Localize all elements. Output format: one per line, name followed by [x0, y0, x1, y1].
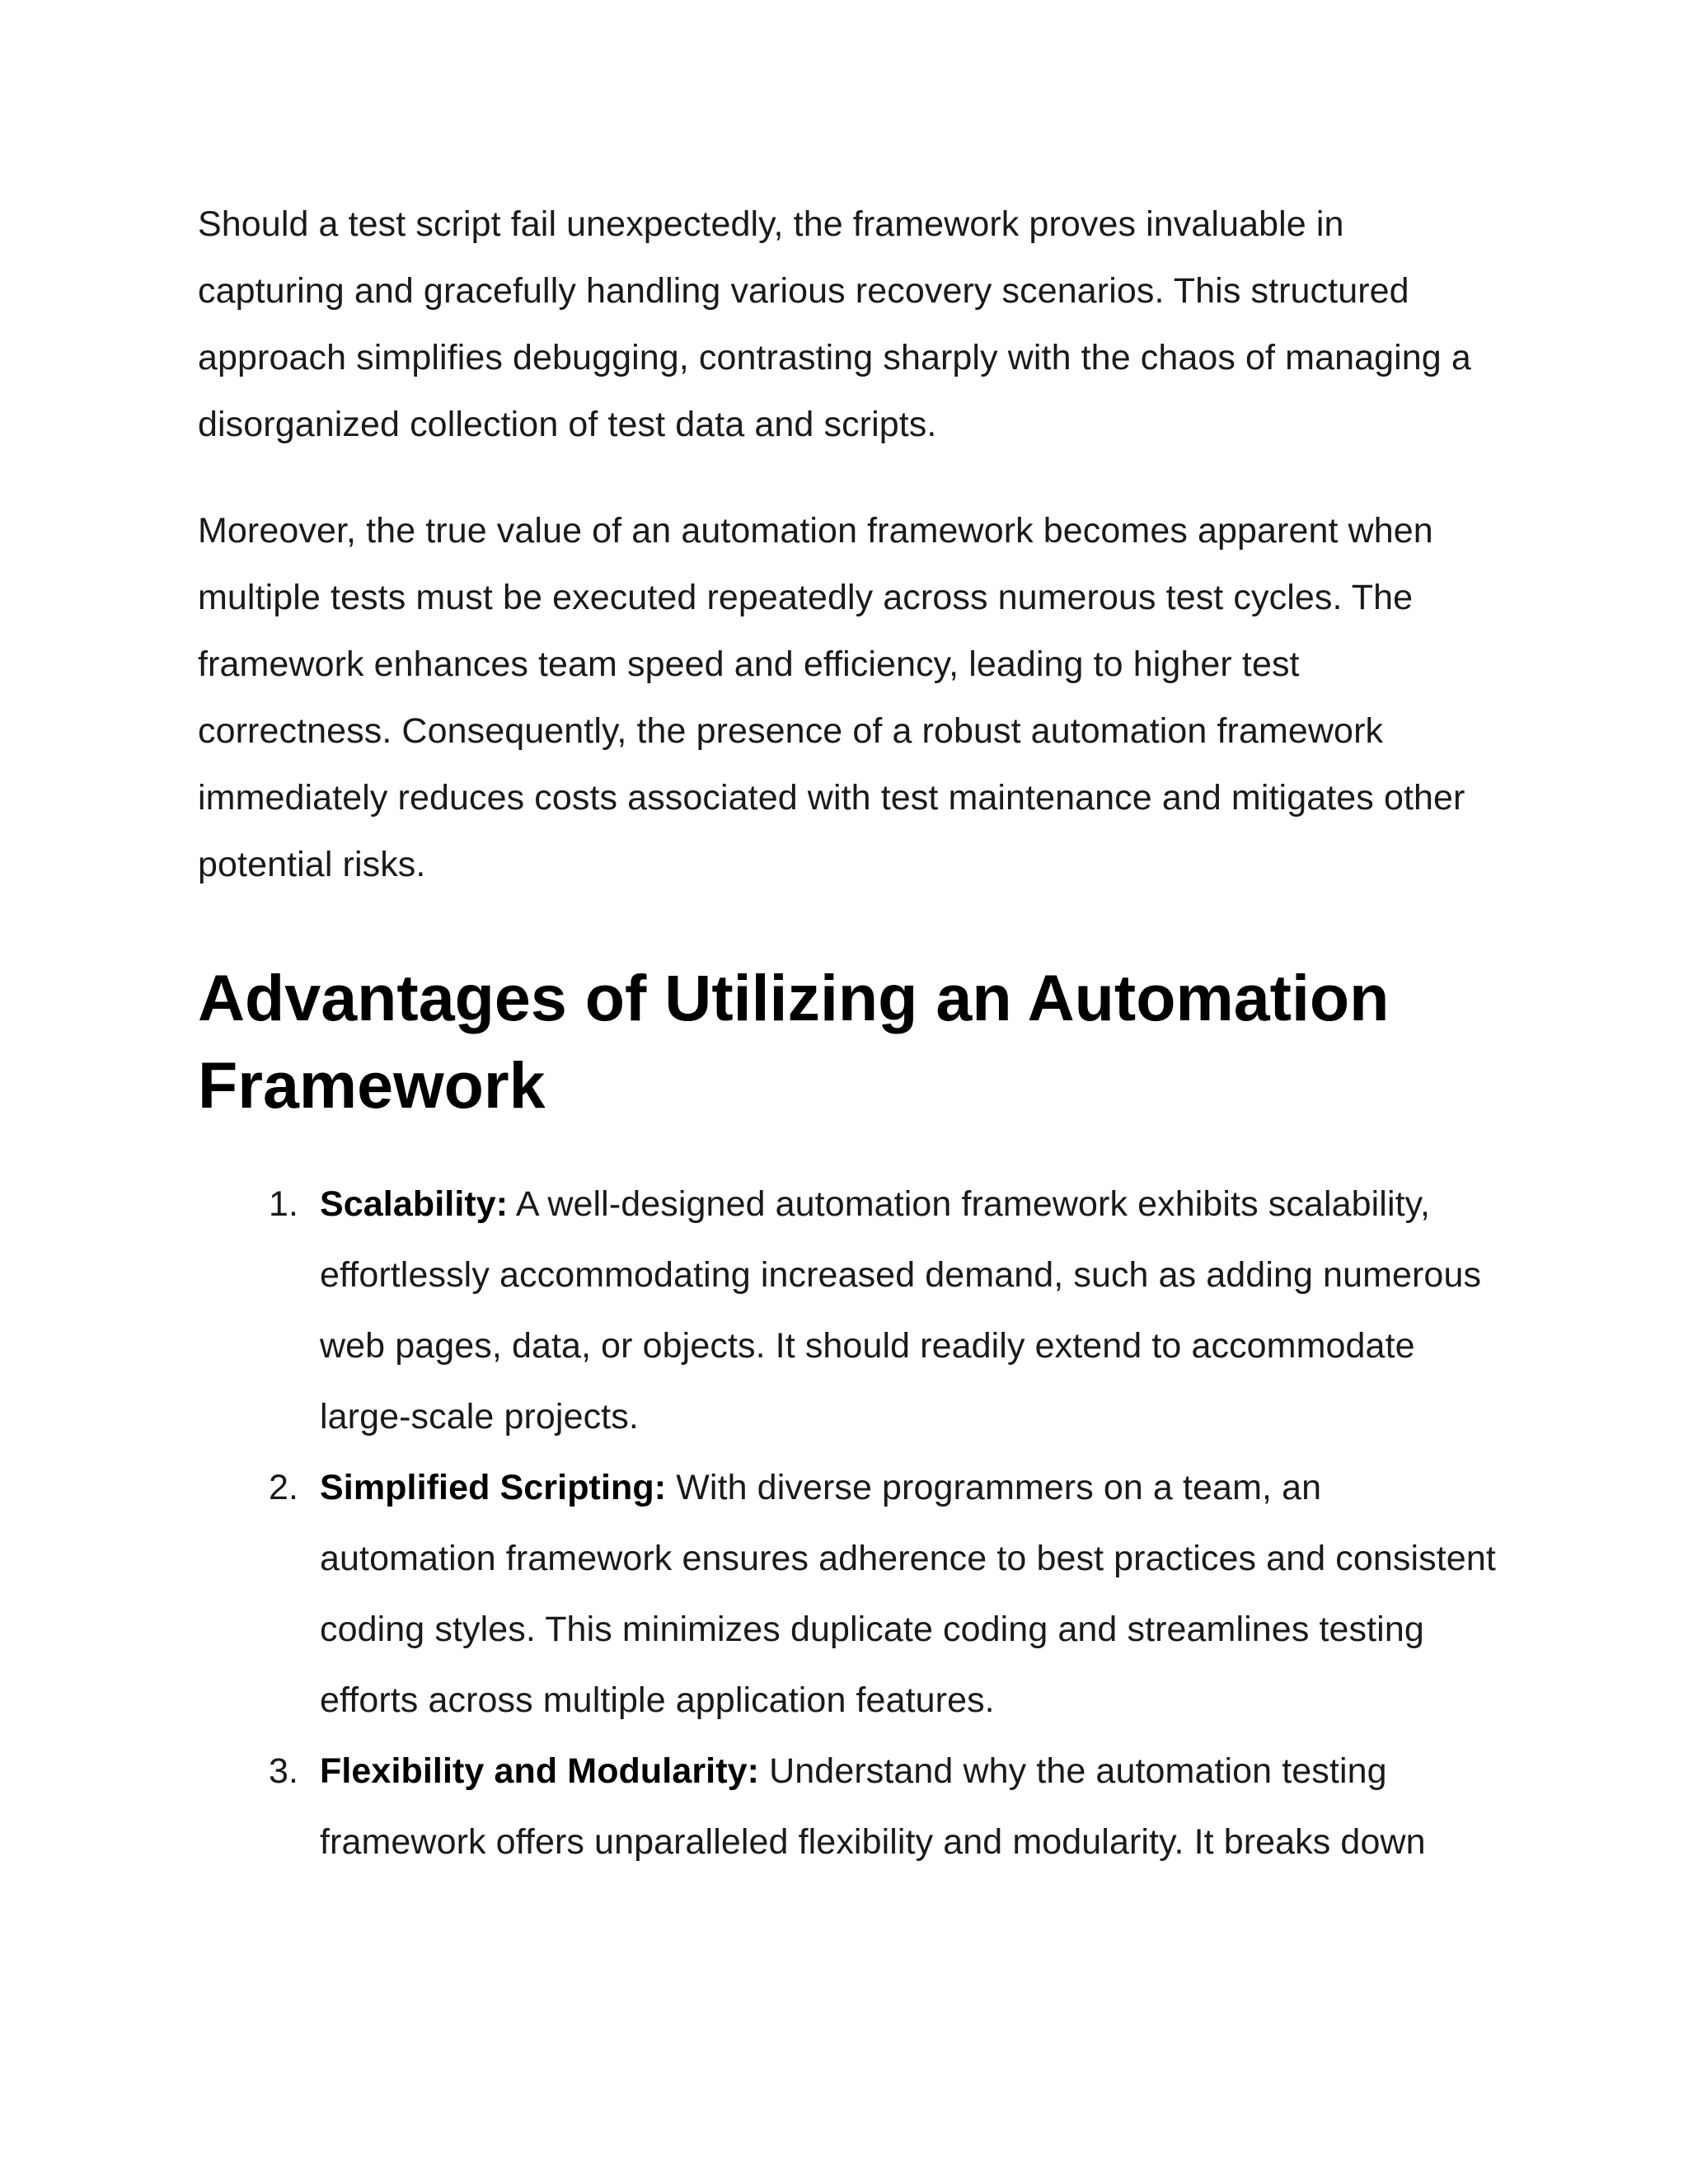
advantages-list	[198, 1169, 1500, 1877]
list-item-term: Scalability:	[320, 1184, 509, 1224]
list-item-number: 1.	[269, 1184, 299, 1224]
list-item-text: A well-designed automation framework exhibits scalability, effortlessly accommodating increased demand, such as adding numerous web pages, data, or objects. It should readily extend to accommodate large-scale projects.	[320, 1184, 1482, 1436]
list-item-number: 2.	[269, 1468, 299, 1507]
section-heading: Advantages of Utilizing an Automation Framework	[198, 961, 1390, 1122]
list-item-number: 3.	[269, 1751, 299, 1791]
list-item-term: Flexibility and Modularity:	[320, 1751, 760, 1791]
list-item-scalability	[198, 1169, 1500, 1452]
list-item-term: Simplified Scripting:	[320, 1468, 667, 1507]
paragraph-value: Moreover, the true value of an automation framework becomes apparent when multiple tests must be executed repeatedly across numerous test cycles. The framework enhances team speed and efficiency, leading to higher test correctness. Consequently, the presence of a robust automation framework immediately reduces costs associated with test maintenance and mitigates other potential risks.	[198, 511, 1465, 884]
list-item-simplified-scripting	[198, 1452, 1500, 1736]
paragraph-recovery: Should a test script fail unexpectedly, the framework proves invaluable in capturing and gracefully handling various recovery scenarios. This structured approach simplifies debugging, contrasting sharply with the chaos of managing a disorganized collection of test data and scripts.	[198, 204, 1471, 444]
list-item-flexibility-modularity	[198, 1736, 1500, 1877]
list-item-text: With diverse programmers on a team, an automation framework ensures adherence to best practices and consistent coding styles. This minimizes duplicate coding and streamlines testing efforts across multiple application features.	[320, 1468, 1496, 1720]
document-page	[198, 191, 1500, 1877]
list-item-text: Understand why the automation testing framework offers unparalleled flexibility and modularity. It breaks down	[320, 1751, 1426, 1862]
